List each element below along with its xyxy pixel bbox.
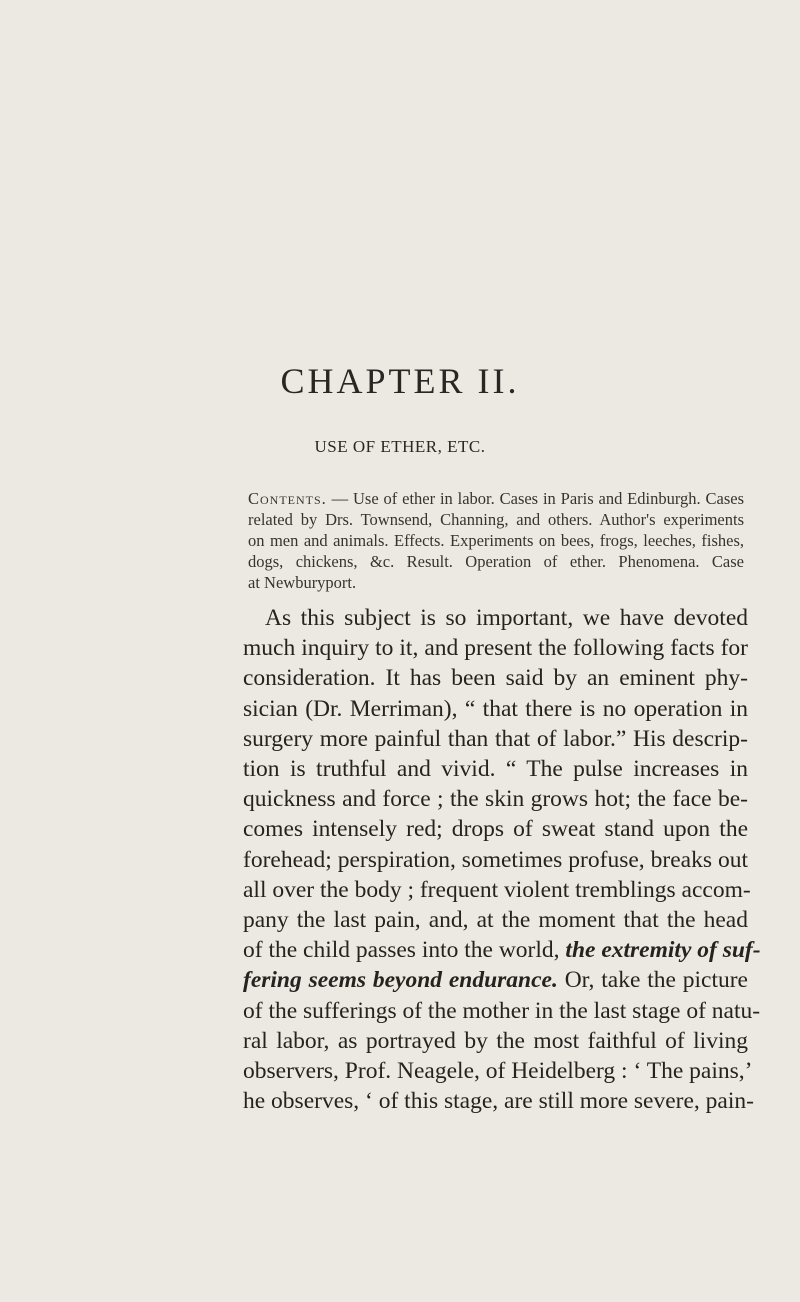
body-line: pany the last pain, and, at the moment that the head	[243, 907, 748, 934]
contents-line: on men and animals. Effects. Experiments on bees, frogs, leeches, fishes,	[248, 531, 744, 550]
italic-emphasis: fering seems beyond endurance.	[243, 967, 558, 994]
body-paragraph	[243, 603, 761, 1116]
body-line: observers, Prof. Neagele, of Heidelberg : ‘ The pains,’	[243, 1058, 753, 1085]
contents-label: Contents.	[248, 489, 327, 508]
contents-line: Contents. — Use of ether in labor. Cases in Paris and Edinburgh. Cases	[248, 489, 745, 508]
body-line: comes intensely red; drops of sweat stand upon the	[243, 816, 748, 843]
body-line: tion is truthful and vivid. “ The pulse increases in	[243, 756, 748, 783]
body-line: As this subject is so important, we have devoted	[265, 605, 748, 631]
body-line: of the child passes into the world, the extremity of suf-	[243, 937, 761, 964]
chapter-subtitle: USE OF ETHER, ETC.	[314, 437, 486, 456]
contents-line: at Newburyport.	[248, 573, 357, 592]
body-line: of the sufferings of the mother in the last stage of natu-	[243, 997, 761, 1024]
body-line: consideration. It has been said by an eminent phy-	[243, 665, 748, 692]
chapter-title: CHAPTER II.	[280, 361, 520, 401]
body-line: all over the body ; frequent violent tremblings accom-	[243, 876, 751, 903]
contents-line: dogs, chickens, &c. Result. Operation of ether. Phenomena. Case	[248, 552, 744, 571]
body-line: fering seems beyond endurance. Or, take the picture	[243, 967, 748, 994]
body-line: ral labor, as portrayed by the most faithful of living	[243, 1027, 748, 1054]
body-line: surgery more painful than that of labor.” His descrip-	[243, 725, 748, 752]
chapter-contents-summary	[248, 488, 744, 593]
body-line: forehead; perspiration, sometimes profuse, breaks out	[243, 846, 748, 873]
contents-line: related by Drs. Townsend, Channing, and others. Author's experiments	[248, 510, 744, 529]
body-line: sician (Dr. Merriman), “ that there is no operation in	[243, 695, 748, 722]
body-line: quickness and force ; the skin grows hot; the face be-	[243, 786, 748, 813]
italic-emphasis: the extremity of suf-	[565, 937, 761, 964]
body-line: he observes, ‘ of this stage, are still more severe, pain-	[243, 1088, 754, 1115]
body-line: much inquiry to it, and present the following facts for	[243, 635, 748, 662]
